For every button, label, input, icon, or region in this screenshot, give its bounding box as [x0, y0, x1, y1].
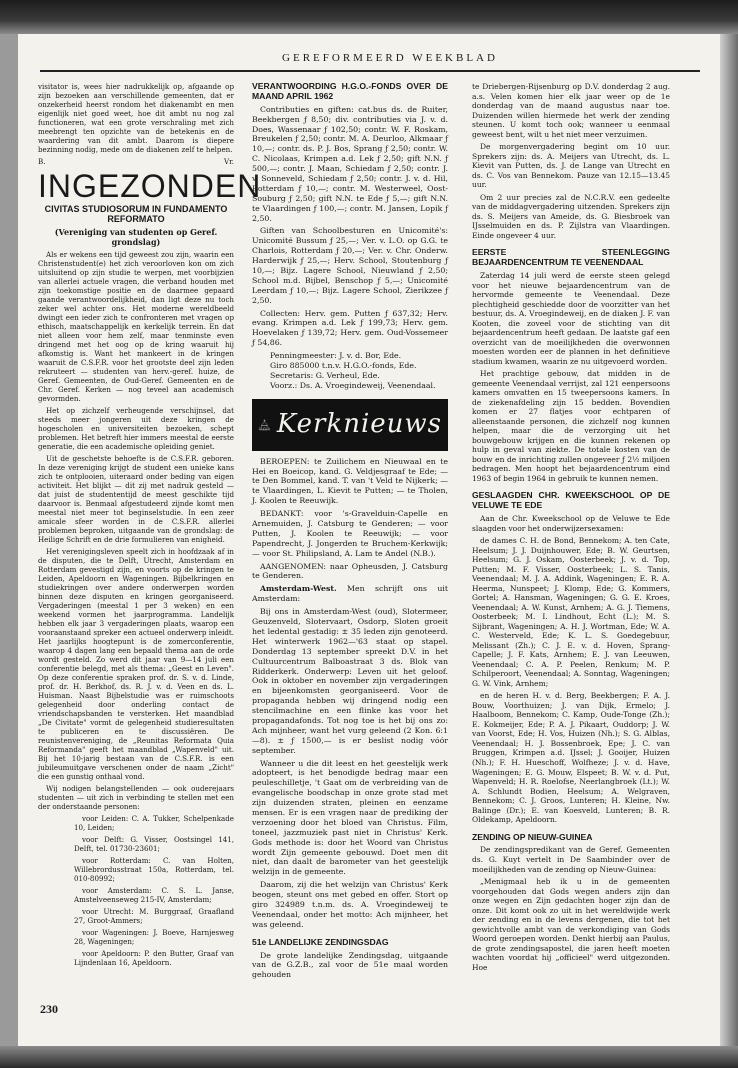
column-1	[38, 82, 262, 970]
address-item: voor Rotterdam: C. van Holten, Willebrordusstraat 150a, Rotterdam, tel. 010-80992;	[74, 856, 234, 883]
paragraph: de dames C. H. de Bond, Bennekom; A. ten Cate, Heelsum; J. J. Duijnhouwer, Ede; B. W. Geurtsen, Heelsum; G. J. Oskam, Oosterbeek; J. v. d. Top, Putten; M. F. Visser, Oosterbeek; L. S. Tanis, Veenendaal; M. J. A. Addink, Wageningen; E. R. A. Heerma, Nunspeet; J. Klomp, Ede; G. Kommers, Gortel; A. Hansman, Wageningen; G. G. E. Kroes, Veenendaal; A. W. Kunst, Arnhem; A. G. J. Tiemens, Oosterbeek; M. I. Lindhout, Echt (L.); M. S. Sijbrant, Wageningen; A. H. J. Wortman, Ede; W. A. C. Westerveld, Ede; K. L. S. Goedegebuur, Melissant (Zh.); C. J. E. v. d. Hoven, Sprang-Capelle; J. F. Kats, Arnhem; E. J. van Leeuwen, Veenendaal; C. A. P. Peelen, Renkum; M. P. Schilperoort, Veenendaal; A. Sonntag, Wageningen; G. W. Vink, Arnhem;	[472, 536, 670, 688]
article-heading-steenlegging: EERSTE STEENLEGGING BEJAARDENCENTRUM TE VEENENDAAL	[472, 247, 670, 268]
treasurer-block	[270, 351, 448, 391]
paragraph: Wij nodigen belangstellenden — ook ouderejaars studenten — uit zich in verbinding te stellen met een der onderstaande personen:	[38, 784, 234, 811]
intro-signature	[38, 157, 234, 166]
paragraph: Het verenigingsleven speelt zich in hoofdzaak af in de disputen, die te Delft, Utrecht, Amsterdam en Rotterdam gevestigd zijn, en voorts op de kringen te Leiden, Apeldoorn en Wageningen. Bijbelkringen en studiekringen over andere onderwerpen worden binnen deze disputen en kringen georganiseerd. Vergaderingen (meestal 1 per 3 weken) en een weekend vormen het jaarprogramma. Landelijk hebben elk jaar 3 vergaderingen plaats, waarop een vooraanstaand spreker een actueel onderwerp inleidt. Het jaarlijks hoogtepunt is de zomerconferentie, waarop 4 dagen lang een bepaald thema aan de orde wordt gesteld. Zo werd dit jaar van 9—14 juli een conferentie belegd, met als thema: „Geest en Leven". Op deze conferentie spraken prof. dr. S. v. d. Linde, prof. dr. H. Berkhof, ds. R. J. v. d. Veen en ds. L. Huisman. Naast Bijbelstudie was er ruimschoots gelegenheid door onderling contact de vriendschapsbanden te versterken. Het maandblad „De Civitate" vormt de gelegenheid studieresultaten te publiceren en te discussiëren. De reunistenvereniging, de „Reunitas Reformata Quia Reformanda" geeft het maandblad „Wapenveld" uit. Bij het 10-jarig bestaan van de C.S.F.R. is een jubileumuitgave verschenen onder de naam „Zicht" die een gunstig onthaal vond.	[38, 547, 234, 781]
paragraph: De zendingspredikant van de Geref. Gemeenten ds. G. Kuyt vertelt in De Saambinder over de moeilijkheden van de zending op Nieuw-Guinea:	[472, 845, 670, 874]
section-heading-ingezonden: INGEZONDEN	[38, 168, 262, 204]
running-head: GEREFORMEERD WEEKBLAD	[282, 52, 498, 64]
paragraph: te Driebergen-Rijsenburg op D.V. donderdag 2 aug. a.s. Velen komen hier elk jaar weer op de 1e donderdag van de maand augustus naar toe. Duizenden willen hiermede het werk der zending steunen. U komt toch ook; wanneer u eenmaal geweest bent, wilt u het niet meer verzuimen.	[472, 82, 670, 139]
page-number: 230	[40, 1002, 58, 1016]
address-item: voor Amsterdam: C. S. L. Janse, Amstelveenseweg 215-IV, Amsterdam;	[74, 886, 234, 904]
paragraph-contributions: Contributies en giften: cat.bus ds. de Ruiter, Beekbergen ƒ 8,50; div. contributies via J. v. d. Does, Wassenaar ƒ 102,50; contr. W. F. Roskam, Breukelen ƒ 2,50; contr. M. A. Deurloo, Alkmaar ƒ 10,—; contr. ds. P. J. Bos, Sprang ƒ 2,50; contr. W. C. Nicolaas, Krimpen a.d. Lek ƒ 2,50; gift N.N. ƒ 500,—; contr. J. Maan, Schiedam ƒ 2,50; contr. J. v. Sonneveld, Schiedam ƒ 2,50; contr. J. v. d. Hil, Rotterdam ƒ 10,—; contr. M. Westerweel, Oost-Souburg ƒ 2,50; gift N.N. te Ede ƒ 5,—; gift N.N. te Vlaardingen ƒ 100,—; contr. M. Jansen, Lopik ƒ 2,50.	[252, 104, 448, 223]
banner-title: Kerknieuws	[276, 409, 442, 440]
paragraph-collections: Collecten: Herv. gem. Putten ƒ 637,32; Herv. evang. Krimpen a.d. Lek ƒ 199,73; Herv. gem. Hoevelaken ƒ 139,72; Herv. gem. Oud-Vossemeer ƒ 54,86.	[252, 308, 448, 348]
paragraph: „Menigmaal heb ik u in de gemeenten voorgehouden dat Gods wegen anders zijn dan onze wegen en Zijn gedachten hoger zijn dan de onze. Dit komt ook zo uit in het wereldwijde werk der zending en in de levens dergenen, die tot het gewichtvolle ambt van de verkondiging van Gods Woord geroepen worden. Denkt hierbij aan Paulus, de grote zendingsapostel, die jaren heeft moeten wachten voordat hij „officieel" werd uitgezonden. Hoe	[472, 877, 670, 972]
paragraph: en de heren H. v. d. Berg, Beekbergen; F. A. J. Bouw, Voorthuizen; J. van Dijk, Ermelo; J. Haalboom, Bennekom; C. Kamp, Oude-Tonge (Zh.); E. Kokmeijer, Ede; P. A. J. Pikaart, Ouddorp; J. W. van Voorst, Ede; H. Vos, Huizen (Nh.); S. G. Alblas, Veenendaal; H. J. Bossenbroek, Epe; J. C. van Bruggen, Krimpen a.d. IJssel; J. Gooijer, Huizen (Nh.); F. H. Hueschoff, Wolfheze; J. v. d. Have, Wageningen; E. G. Mouw, Elspeet; B. W. v. d. Put, Wapenveld; H. R. Roelofse, Neerlangbroek (Lt.); W. A. Schlundt Bodien, Heelsum; A. Welgraven, Bennekom; C. J. Groos, Lunteren; H. Kleine, Nw. Balinge (Dr.); E. van Koesveld, Lunteren; B. R. Oldekamp, Apeldoorn.	[472, 691, 670, 825]
article-heading-kweekschool: GESLAAGDEN CHR. KWEEKSCHOOL OP DE VELUWE TE EDE	[472, 490, 670, 511]
scan-border-top	[0, 0, 738, 34]
paragraph-beroepen: BEROEPEN: te Zuilichem en Nieuwaal en te Hei en Boeicop, kand. G. Veldjesgraaf te Ede; — te Den Bommel, kand. T. van 't Veld te Nijkerk; — te Vlaardingen, L. Kievit te Putten; — te Tholen, J. Koolen te Reeuwijk.	[252, 456, 448, 506]
paragraph: Als er wekens een tijd geweest zou zijn, waarin een Christenstudent(e) het zich veroorloven kon om zich uitsluitend op zijn studie te werpen, met voorbijzien van allerlei actuele vragen, die verband houden met zijn toekomstige positie en de daarmee gepaard gaande verantwoordelijkheid, dan ligt deze nu toch zeker wel achter ons. Het moderne wereldbeeld dwingt een ieder zich te confronteren met vragen op ethisch, maatschappelijk en kerkelijk terrein. En dat niet alleen voor hem zelf, maar tenminste even dringend met het oog op de kring waaruit hij afkomstig is. Want het mankeert in de kringen waaruit de C.S.F.R. voor het grootste deel zijn leden rekruteert — studenten van herv.-geref. huize, de Geref. Gemeenten, de Oud-Geref. Gemeenten en de Chr. Geref. Kerken — nog teveel aan academisch gevormden.	[38, 250, 234, 403]
address-item: voor Leiden: C. A. Tukker, Schelpenkade 10, Leiden;	[74, 814, 234, 832]
treasurer-line: Secretaris: G. Verheul, Ede.	[270, 370, 380, 380]
article-heading-zendingsdag: 51e LANDELIJKE ZENDINGSDAG	[252, 936, 389, 947]
paragraph-bedankt: BEDANKT: voor 's-Gravelduin-Capelle en Arnemuiden, J. Catsburg te Genderen; — voor Putten, J. Koolen te Reeuwijk; — voor Papendrecht, J. Jongerden te Bruchem-Kerkwijk; — voor St. Philipsland, A. Lam te Andel (N.B.).	[252, 509, 448, 558]
address-item: voor Wageningen: J. Boeve, Harnjesweg 28, Wageningen;	[74, 928, 234, 946]
paragraph: Daarom, zij die het welzijn van Christus' Kerk beogen, steunt ons met gebed en offer. Stort op giro 324989 t.n.m. ds. A. Vroegindeweij te Veenendaal, onder het motto: Ach mijnheer, het was geleend.	[252, 880, 448, 929]
header-rule	[40, 70, 700, 72]
address-item: voor Apeldoorn: P. den Butter, Graaf van Lijndenlaan 16, Apeldoorn.	[74, 949, 234, 967]
paragraph: Bij ons in Amsterdam-West (oud), Slotermeer, Geuzenveld, Slotervaart, Osdorp, Sloten groeit het ledental gestadig: ± 35 leden zijn genoteerd. Het winterwerk 1962—'63 staat op stapel. Donderdag 13 september spreekt D.V. in het Cultuurcentrum Balboastraat 3 ds. Blok van Ridderkerk. Onderwerp: Leven uit het geloof. Ook in oktober en november zijn vergaderingen en bijeenkomsten georganiseerd. Voor de propaganda hebben wij dringend nodig een stencilmachine en een flinke kas voor het propagandafonds. Tot nog toe is het bij ons zo: Ach mijnheer, want het vurg geleend (2 Kon. 6:1—8). ± ƒ 1500,— is er beslist nodig vóór september.	[252, 607, 448, 755]
treasurer-line: Penningmeester: J. v. d. Bor, Ede.	[270, 351, 402, 361]
amsterdam-intro-text: Men schrijft ons uit Amsterdam:	[252, 584, 448, 604]
intro-sign-right: Vr.	[224, 157, 234, 166]
paragraph-amsterdam-intro	[252, 584, 448, 604]
paragraph: Om 2 uur precies zal de N.C.R.V. een gedeelte van de middagvergadering uitzenden. Sprekers zijn ds. S. Meijers van Ameide, ds. G. Biesbroek van IJsselmuiden en ds. P. Zijlstra van Vlaardingen. Einde ongeveer 4 uur.	[472, 192, 670, 240]
scan-border-bottom	[0, 1046, 738, 1068]
scan-border-right	[720, 34, 738, 1046]
treasurer-line: Voorz.: Ds. A. Vroegindeweij, Veenendaal.	[270, 380, 436, 390]
paragraph: Aan de Chr. Kweekschool op de Veluwe te Ede slaagden voor het onderwijzersexamen:	[472, 514, 670, 533]
intro-sign-left: B.	[38, 157, 46, 166]
paragraph: Het op zichzelf verheugende verschijnsel, dat steeds meer jongeren uit deze kringen de hogescholen en universiteiten bezoeken, schept problemen. Het betreft hier immers meestal de eerste generatie, die een academische opleiding geniet.	[38, 406, 234, 451]
paragraph: Zaterdag 14 juli werd de eerste steen gelegd voor het nieuwe bejaardencentrum van de hervormde gemeente te Veenendaal. Deze plechtigheid geschiedde door de voorzitter van het bestuur, ds. A. Vroegindeweij, en de diaken J. F. van Kooten, die zoveel voor de stichting van dit bejaardencentrum heeft gedaan. De laatste gaf een overzicht van de moeilijkheden die overwonnen moesten worden eer de plannen in het definitieve stadium kwamen, waarin ze nu uitgevoerd worden.	[472, 271, 670, 366]
church-illustration-icon	[258, 402, 271, 448]
article-heading-nieuw-guinea: ZENDING OP NIEUW-GUINEA	[472, 831, 593, 842]
column-2	[252, 82, 448, 983]
kerknieuws-banner	[252, 399, 448, 451]
address-item: voor Utrecht: M. Burggraaf, Graafland 27, Groot-Ammers;	[74, 907, 234, 925]
article-heading-civitas: CIVITAS STUDIOSORUM IN FUNDAMENTO REFORMATO	[44, 204, 228, 225]
paragraph: Uit de geschetste behoefte is de C.S.F.R. geboren. In deze vereniging krijgt de student een unieke kans zich te ontplooien, uiteraard onder beding van eigen activiteit. Het blijkt — dit zij met nadruk gesteld — dat juist de studententijd de meest geschikte tijd daarvoor is. Benmaal afgestudeerd zijnde komt men meestal niet meer tot beginselstudie. In een zeer amicale sfeer worden in de C.S.F.R. allerlei problemen beproken, uitgaande van de grondslag: de Heilige Schrift en de drie formulieren van enigheid.	[38, 454, 234, 544]
address-item: voor Delft: G. Visser, Oostsingel 141, Delft, tel. 01730-23601;	[74, 835, 234, 853]
paragraph: De morgenvergadering begint om 10 uur. Sprekers zijn: ds. A. Meijers van Utrecht, ds. L. Kievit van Putten, ds. J. de Lange van Utrecht en ds. C. Vos van Bennekom. Pauze van 12.15—13.45 uur.	[472, 142, 670, 190]
article-subheading: (Vereniging van studenten op Geref. grondslag)	[54, 226, 218, 247]
amsterdam-lead: Amsterdam-West.	[260, 584, 337, 594]
treasurer-line: Giro 885000 t.n.v. H.G.O.-fonds, Ede.	[270, 361, 417, 371]
paragraph: Wanneer u die dit leest en het geestelijk werk adopteert, is het benodigde bedrag maar een peuleschilletje, 't Gaat om de verbreiding van de evangelische boodschap in onze grote stad met zijn duizenden straten, pleinen en eenzame mensen. Er is een vragen naar de prediking der verzoening door het bloed van Christus. Film, toneel, jazzmuziek past niet in Christus' Kerk. Gods methode is: door het Woord van Christus wordt Zijn gemeente gebouwd. Doet men dit niet, dan daalt de barometer van het geestelijk welzijn in de gemeente.	[252, 758, 448, 877]
paragraph: De grote landelijke Zendingsdag, uitgaande van de G.Z.B., zal voor de 51e maal worden gehouden	[252, 950, 448, 980]
article-heading-hgo-fonds: VERANTWOORDING H.G.O.-FONDS OVER DE MAAND APRIL 1962	[252, 81, 448, 101]
paragraph-aangenomen: AANGENOMEN: naar Opheusden, J. Catsburg te Genderen.	[252, 561, 448, 581]
intro-paragraph: visitator is, wees hier nadrukkelijk op, afgaande op zijn bezoeken aan verschillende gemeenten, dat er onzekerheid heerst rondom het diakenambt en men eigenlijk niet goed weet, hoe dit ambt nu nog zal functioneren, wat een grote verschraling met zich meebrengt ten opzichte van de betekenis en de waardering van dit ambt. Daarom is diepere bezinning nodig, mede om de diakenen zelf te helpen.	[38, 82, 234, 154]
paragraph: Het prachtige gebouw, dat midden in de gemeente Veenendaal verrijst, zal 121 eenpersoons kamers omvatten en 15 tweepersoons kamers. In de ziekenafdeling zijn 15 bedden. Bovendien komen er 27 flatjes voor echtparen of alleenstaande personen, die zichzelf nog kunnen helpen, maar die de verzorging uit het bouwgebouw krijgen en die kunnen rekenen op hulp in geval van ziekte. De totale kosten van de bouw en de inrichting zullen ongeveer ƒ 2½ miljoen bedragen. Men hoopt het bejaardencentrum eind 1963 of begin 1964 in gebruik te kunnen nemen.	[472, 369, 670, 483]
column-3	[472, 82, 670, 975]
paragraph-schools: Giften van Schoolbesturen en Unicomité's: Unicomité Bussum ƒ 25,—; Ver. v. L.O. op G.G. te Charlois, Rotterdam ƒ 20,—; Ver. v. Chr. Onderw. Harderwijk ƒ 25,—; Herv. School, Stoutenburg ƒ 10,—; Bijz. Lagere School, Nieuwland ƒ 2,50; School m.d. Bijbel, Benschop ƒ 5,—; Unicomité Leerdam ƒ 10,—; Bijz. Lagere School, Zierikzee ƒ 2,50.	[252, 226, 448, 305]
